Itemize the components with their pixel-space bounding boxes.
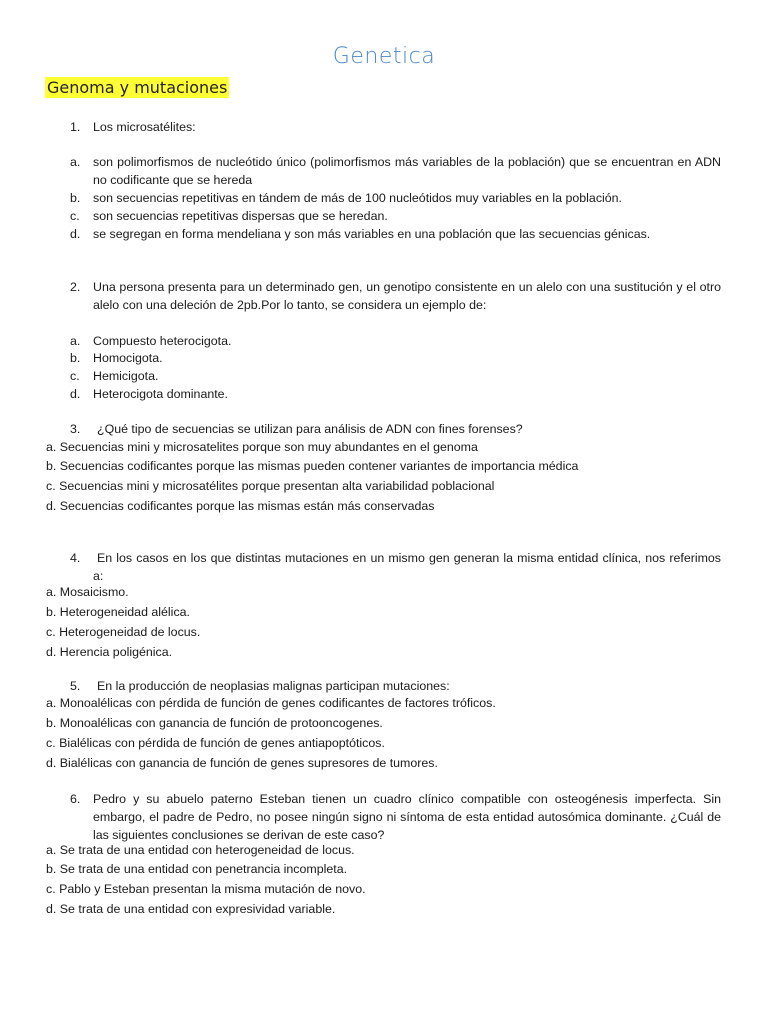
option-text: Compuesto heterocigota. — [93, 334, 232, 348]
option-label: d. — [70, 227, 81, 241]
option-label: d. — [70, 387, 81, 401]
option-text: Hemicigota. — [93, 369, 159, 383]
question-number: 1. — [70, 120, 81, 134]
option-text: d. Se trata de una entidad con expresividad variable. — [46, 902, 336, 916]
option-text: d. Bialélicas con ganancia de función de genes supresores de tumores. — [46, 756, 438, 770]
option-text: c. Pablo y Esteban presentan la misma mutación de novo. — [46, 882, 366, 896]
option-text: son secuencias repetitivas dispersas que se heredan. — [93, 209, 388, 223]
option-text: c. Bialélicas con pérdida de función de genes antiapoptóticos. — [46, 736, 385, 750]
option-text: son secuencias repetitivas en tándem de más de 100 nucleótidos muy variables en la población. — [93, 191, 622, 205]
option-text: b. Heterogeneidad alélica. — [46, 605, 190, 619]
option-text: d. Herencia poligénica. — [46, 645, 173, 659]
option-text: Homocigota. — [93, 351, 163, 365]
question-text: Los microsatélites: — [93, 120, 196, 134]
option-text: d. Secuencias codificantes porque las mismas están más conservadas — [46, 499, 435, 513]
option-label: a. — [70, 155, 81, 169]
option-text: a. Monoalélicas con pérdida de función de genes codificantes de factores tróficos. — [46, 696, 496, 710]
question-number: 5. — [70, 679, 81, 693]
option-text: a. Secuencias mini y microsatelites porque son muy abundantes en el genoma — [46, 440, 478, 454]
option-text: a. Se trata de una entidad con heterogeneidad de locus. — [46, 843, 355, 857]
question-text: Una persona presenta para un determinado gen, un genotipo consistente en un alelo con una sustitución y el otro alelo con una deleción de 2pb.Por lo tanto, se considera un ejemplo de: — [93, 280, 721, 312]
option-text: se segregan en forma mendeliana y son más variables en una población que las secuencias génicas. — [93, 227, 651, 241]
option-label: c. — [70, 209, 80, 223]
question-number: 2. — [70, 280, 81, 294]
option-text: b. Secuencias codificantes porque las mismas pueden contener variantes de importancia médica — [46, 459, 579, 473]
question-number: 3. — [70, 422, 81, 436]
option-label: b. — [70, 191, 81, 205]
question-text: En los casos en los que distintas mutaciones en un mismo gen generan la misma entidad clínica, nos referimos a: — [93, 551, 721, 583]
option-text: Heterocigota dominante. — [93, 387, 229, 401]
option-label: c. — [70, 369, 80, 383]
option-text: c. Heterogeneidad de locus. — [46, 625, 201, 639]
section-heading: Genoma y mutaciones — [47, 78, 228, 97]
question-text: En la producción de neoplasias malignas participan mutaciones: — [97, 679, 450, 693]
question-number: 4. — [70, 551, 81, 565]
option-text: b. Se trata de una entidad con penetrancia incompleta. — [46, 862, 348, 876]
question-number: 6. — [70, 792, 81, 806]
question-text: Pedro y su abuelo paterno Esteban tienen un cuadro clínico compatible con osteogénesis imperfecta. Sin embargo, el padre de Pedro, no posee ningún signo ni síntoma de esta entidad autosómica dominante. ¿Cuál de las siguientes conclusiones se derivan de este caso? — [93, 792, 721, 842]
document-title: Genetica — [332, 44, 436, 69]
option-text: c. Secuencias mini y microsatélites porque presentan alta variabilidad poblacional — [46, 479, 495, 493]
option-text: b. Monoalélicas con ganancia de función de protooncogenes. — [46, 716, 383, 730]
option-label: b. — [70, 351, 81, 365]
option-label: a. — [70, 334, 81, 348]
option-text: son polimorfismos de nucleótido único (polimorfismos más variables de la población) que se encuentran en ADN no codificante que se hereda — [93, 155, 721, 187]
question-text: ¿Qué tipo de secuencias se utilizan para análisis de ADN con fines forenses? — [97, 422, 523, 436]
option-text: a. Mosaicismo. — [46, 585, 129, 599]
